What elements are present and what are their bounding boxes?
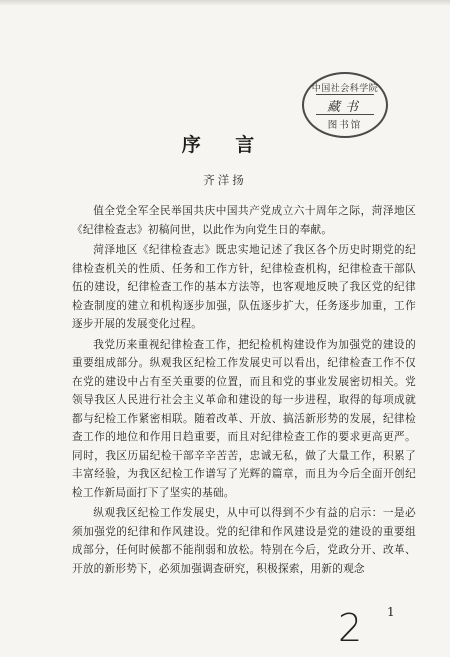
page-title: 序 言 — [181, 134, 269, 156]
library-stamp — [302, 72, 388, 138]
paragraph-4: 纵观我区纪检工作发展史，从中可以得到不少有益的启示：一是必须加强党的纪律和作风建设。党的纪律和作风建设是党的建设的重要组成部分，任何时候都不能削弱和放松。特别在今后，党政分开、改革、开放的新形势下，必须加强调查研究，积极探索，用新的观念 — [72, 507, 416, 575]
stamp-divider-top — [316, 94, 374, 95]
paragraph-1: 值全党全军全民举国共庆中国共产党成立六十周年之际，菏泽地区《纪律检查志》初稿问世，以此作为向党生日的奉献。 — [72, 205, 416, 236]
stamp-bottom-text: 图书馆 — [327, 120, 363, 131]
page-number: 1 — [387, 605, 395, 619]
author-name: 齐洋扬 — [203, 173, 247, 187]
scan-edge — [0, 0, 450, 6]
stamp-top-text: 中国社会科学院 — [311, 84, 379, 94]
stamp-middle-text: 藏书 — [326, 100, 363, 115]
handwritten-number: 2 — [338, 606, 363, 650]
paragraph-3: 我党历来重视纪律检查工作，把纪检机构建设作为加强党的建设的重要组成部分。纵观我区纪检工作发展史可以看出，纪律检查工作不仅在党的建设中占有至关重要的位置，而且和党的事业发展密切相关。党领导我区人民进行社会主义革命和建设的每一步进程，取得的每项成就都与纪检工作紧密相联。随着改革、开放、搞活新形势的发展，纪律检查工作的地位和作用日趋重要，而且对纪律检查工作的要求更高更严。同时，我区历届纪检干部辛辛苦苦，忠诚无私，做了大量工作，积累了丰富经验，为我区纪检工作谱写了光辉的篇章，而且为今后全面开创纪检工作新局面打下了坚实的基础。 — [72, 338, 416, 499]
stamp-divider-bottom — [316, 114, 374, 115]
preface-body — [72, 202, 416, 578]
paragraph-2: 菏泽地区《纪律检查志》既忠实地记述了我区各个历史时期党的纪律检查机关的性质、任务和工作方针，纪律检查机构，纪律检查干部队伍的建设，纪律检查工作的基本方法等，也客观地反映了我区党的纪律检查制度的建立和机构逐步加强，队伍逐步扩大，任务逐步加重，工作逐步开展的发展变化过程。 — [72, 244, 416, 330]
